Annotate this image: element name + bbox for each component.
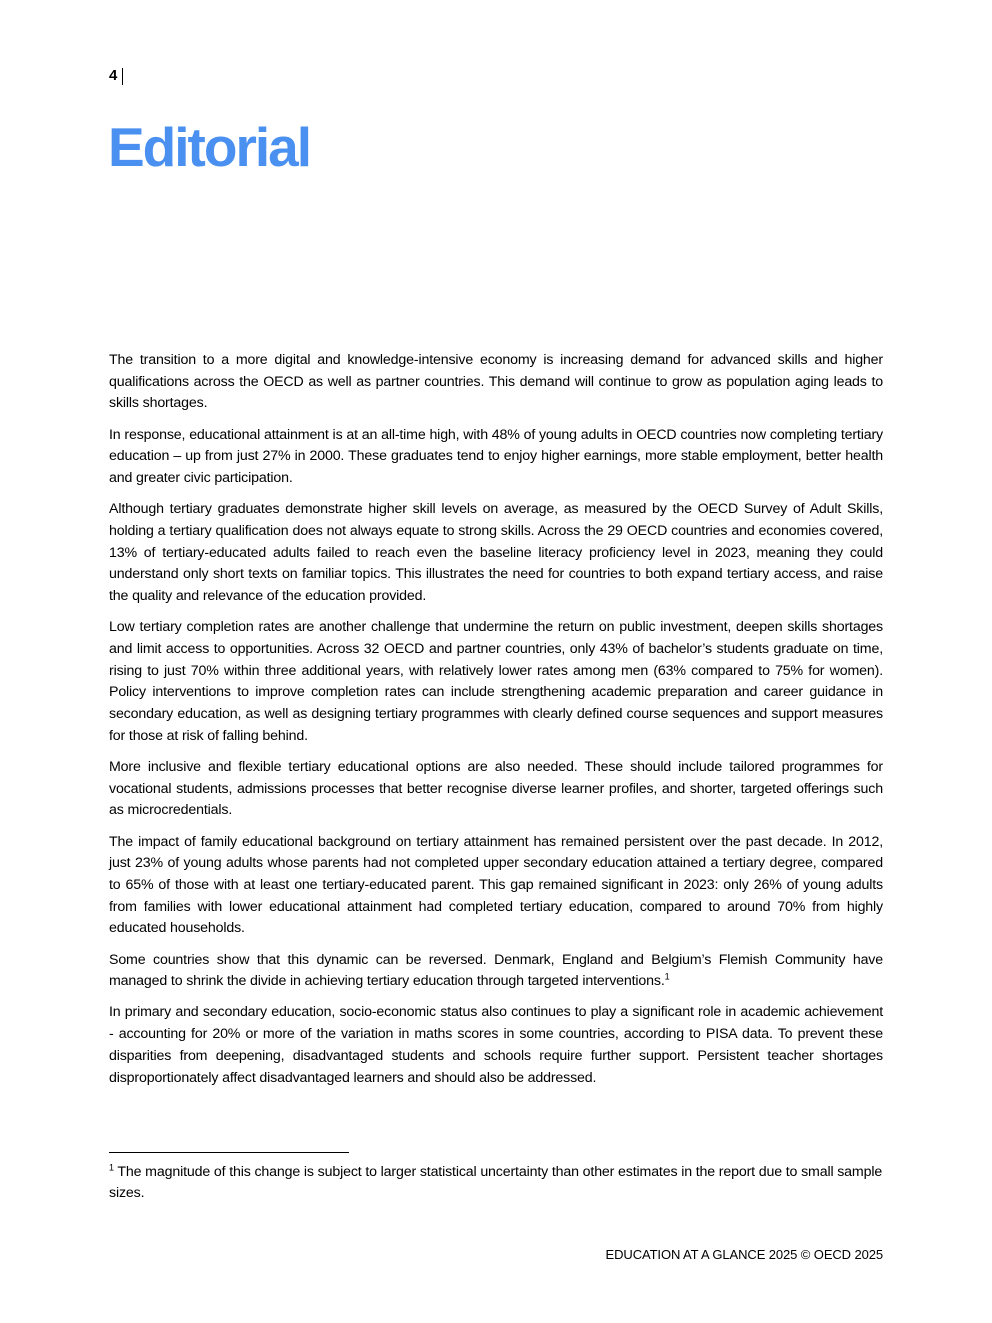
page-number-value: 4 bbox=[109, 67, 118, 84]
paragraph: The transition to a more digital and knowledge-intensive economy is increasing demand for advanced skills and higher qualifications across the OECD as well as partner countries. This demand will continue to grow as population aging leads to skills shortages. bbox=[109, 352, 883, 412]
paragraph: More inclusive and flexible tertiary educational options are also needed. These should include tailored programmes for vocational students, admissions processes that better recognise diverse learner profiles, and shorter, targeted offerings such as microcredentials. bbox=[109, 758, 883, 819]
article-body bbox=[109, 350, 883, 1099]
paragraph-text: Some countries show that this dynamic can be reversed. Denmark, England and Belgium’s Flemish Community have managed to shrink the divide in achieving tertiary education through targeted interventions. bbox=[109, 951, 883, 990]
page-number bbox=[109, 66, 123, 86]
paragraph: Although tertiary graduates demonstrate higher skill levels on average, as measured by the OECD Survey of Adult Skills, holding a tertiary qualification does not always equate to strong skills. Across the 29 OECD countries and economies covered, 13% of tertiary-educated adults failed to reach even the baseline literacy proficiency level in 2023, meaning they could understand only short texts on familiar topics. This illustrates the need for countries to both expand tertiary access, and raise the quality and relevance of the education provided. bbox=[109, 501, 883, 605]
paragraph-with-footnote bbox=[109, 950, 883, 993]
footnote-text: The magnitude of this change is subject to larger statistical uncertainty than other estimates in the report due to small sample sizes. bbox=[109, 1164, 883, 1201]
page-title: Editorial bbox=[108, 116, 311, 178]
paragraph: The impact of family educational background on tertiary attainment has remained persistent over the past decade. In 2012, just 23% of young adults whose parents had not completed upper secondary education attained a tertiary degree, compared to 65% of those with at least one tertiary-educated parent. This gap remained significant in 2023: only 26% of young adults from families with lower educational attainment had completed tertiary education, compared to around 70% from highly educated households. bbox=[109, 833, 883, 937]
footnote bbox=[109, 1162, 883, 1204]
paragraph: In primary and secondary education, socio-economic status also continues to play a significant role in academic achievement - accounting for 20% or more of the variation in maths scores in some countries, according to PISA data. To prevent these disparities from deepening, disadvantaged students and schools require further support. Persistent teacher shortages disproportionately affect disadvantaged learners and should also be addressed. bbox=[109, 1004, 883, 1086]
page-number-separator bbox=[122, 68, 123, 85]
page-footer: EDUCATION AT A GLANCE 2025 © OECD 2025 bbox=[605, 1247, 883, 1262]
footnote-reference[interactable]: 1 bbox=[664, 971, 670, 982]
footnote-divider bbox=[109, 1152, 349, 1153]
paragraph: In response, educational attainment is at an all-time high, with 48% of young adults in OECD countries now completing tertiary education – up from just 27% in 2000. These graduates tend to enjoy higher earnings, more stable employment, better health and greater civic participation. bbox=[109, 426, 883, 487]
paragraph: Low tertiary completion rates are another challenge that undermine the return on public investment, deepen skills shortages and limit access to opportunities. Across 32 OECD and partner countries, only 43% of bachelor’s students graduate on time, rising to just 70% within three additional years, with relatively lower rates among men (63% compared to 75% for women). Policy interventions to improve completion rates can include strengthening academic preparation and career guidance in secondary education, as well as designing tertiary programmes with clearly defined course sequences and support measures for those at risk of falling behind. bbox=[109, 619, 883, 744]
footnote-marker: 1 bbox=[109, 1162, 114, 1173]
